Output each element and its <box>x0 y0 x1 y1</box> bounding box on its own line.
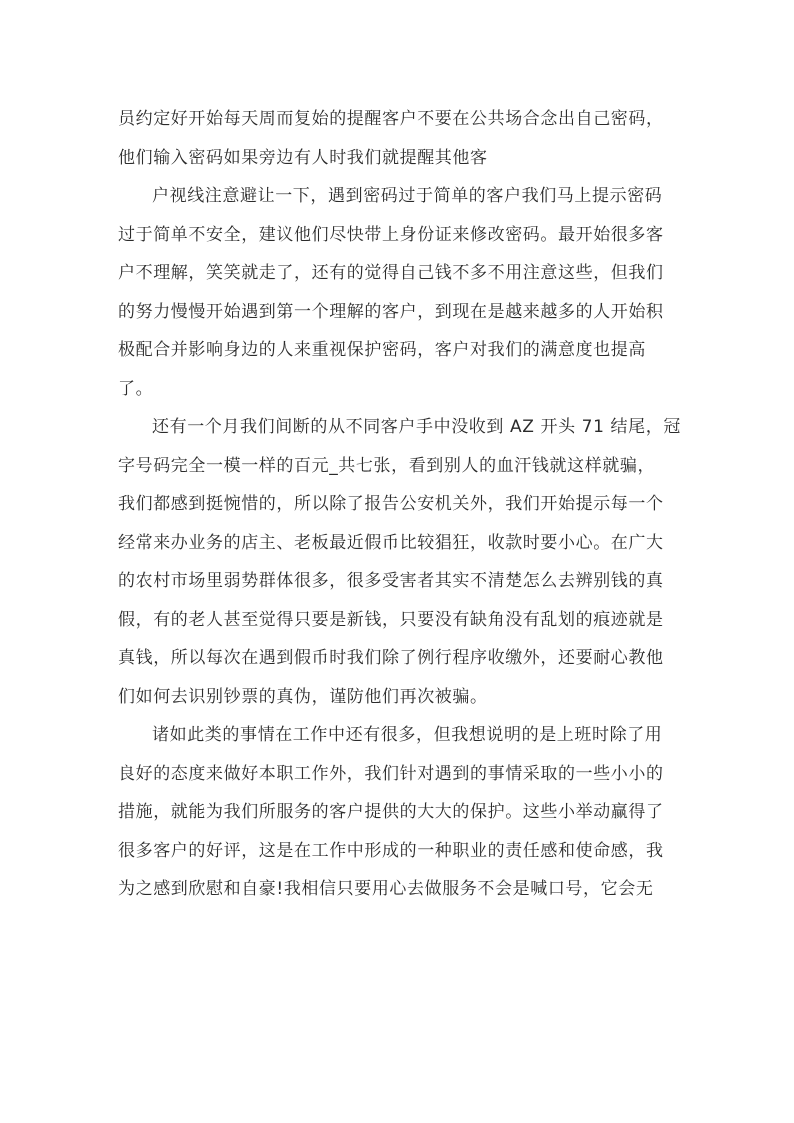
text-line: 过于简单不安全，建议他们尽快带上身份证来修改密码。最开始很多客 <box>118 224 664 245</box>
text-line: 很多客户的好评，这是在工作中形成的一种职业的责任感和使命感，我 <box>118 840 664 861</box>
text-line: 户不理解，笑笑就走了，还有的觉得自己钱不多不用注意这些，但我们 <box>118 263 664 283</box>
text-line: 我们都感到挺惋惜的，所以除了报告公安机关外，我们开始提示每一个 <box>118 494 664 514</box>
text-line: 员约定好开始每天周而复始的提醒客户不要在公共场合念出自己密码， <box>118 109 664 129</box>
text-line: 字号码完全一模一样的百元_共七张，看到别人的血汗钱就这样就骗， <box>118 455 656 476</box>
text-line: 措施，就能为我们所服务的客户提供的大大的保护。这些小举动赢得了 <box>118 802 664 822</box>
text-line: 他们输入密码如果旁边有人时我们就提醒其他客 <box>118 147 488 168</box>
text-line: 的农村市场里弱势群体很多，很多受害者其实不清楚怎么去辨别钱的真 <box>118 571 664 591</box>
text-line: 真钱，所以每次在遇到假币时我们除了例行程序收缴外，还要耐心教他 <box>118 648 664 668</box>
document-body <box>118 100 681 909</box>
text-line: 经常来办业务的店主、老板最近假币比较猖狂，收款时要小心。在广大 <box>118 532 664 553</box>
text-line: 假，有的老人甚至觉得只要是新钱，只要没有缺角没有乱划的痕迹就是 <box>118 609 664 630</box>
paragraph-start-line: 诸如此类的事情在工作中还有很多，但我想说明的是上班时除了用 <box>152 725 663 745</box>
paragraph-start-line: 户视线注意避让一下，遇到密码过于简单的客户我们马上提示密码 <box>152 186 663 206</box>
text-line: 为之感到欣慰和自豪!我相信只要用心去做服务不会是喊口号，它会无 <box>118 879 654 899</box>
text-line: 了。 <box>118 378 154 399</box>
text-line: 们如何去识别钞票的真伪，谨防他们再次被骗。 <box>118 686 488 707</box>
text-line: 的努力慢慢开始遇到第一个理解的客户，到现在是越来越多的人开始积 <box>118 301 664 322</box>
text-line: 良好的态度来做好本职工作外，我们针对遇到的事情采取的一些小小的 <box>118 763 664 784</box>
paragraph-start-line: 还有一个月我们间断的从不同客户手中没收到 AZ 开头 71 结尾，冠 <box>152 417 681 437</box>
text-line: 极配合并影响身边的人来重视保护密码，客户对我们的满意度也提高 <box>118 340 646 360</box>
